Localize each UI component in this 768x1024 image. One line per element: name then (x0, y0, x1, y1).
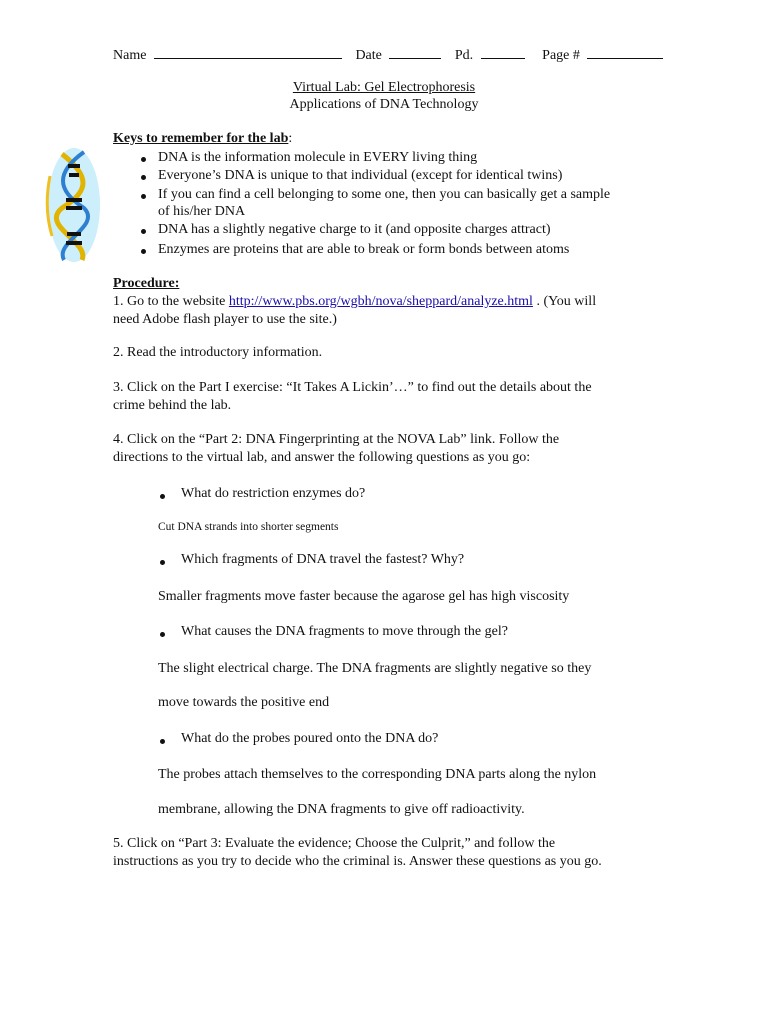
dna-double-helix-icon (44, 146, 104, 264)
bullet (141, 175, 146, 180)
page-title: Virtual Lab: Gel Electrophoresis (292, 80, 476, 95)
bullet (160, 494, 165, 499)
step-4: 4. Click on the “Part 2: DNA Fingerprinting at the NOVA Lab” link. Follow the (113, 432, 560, 447)
key-item-3: If you can find a cell belonging to some one, then you can basically get a sample (158, 187, 611, 202)
name-label: Name (113, 48, 147, 63)
step-5-line-2: instructions as you try to decide who the criminal is. Answer these questions as you go. (113, 854, 602, 869)
answer-3-line-2: move towards the positive end (158, 695, 330, 710)
answer-3-line-1: The slight electrical charge. The DNA fragments are slightly negative so they (158, 661, 592, 676)
keys-heading-text: Keys to remember for the lab (113, 131, 289, 146)
step-3-line-2: crime behind the lab. (113, 398, 232, 413)
step-1 (113, 294, 596, 310)
key-item-2: Everyone’s DNA is unique to that individual (except for identical twins) (158, 168, 563, 183)
page-number-label: Page # (542, 48, 580, 63)
procedure-heading: Procedure: (113, 276, 180, 291)
page-number-field[interactable] (587, 46, 663, 59)
step-3: 3. Click on the Part I exercise: “It Takes A Lickin’…” to find out the details about the (113, 380, 592, 395)
period-field[interactable] (481, 46, 525, 59)
date-label: Date (355, 48, 382, 63)
key-item-1: DNA is the information molecule in EVERY living thing (158, 150, 478, 165)
header-row (113, 46, 663, 64)
period-label: Pd. (454, 48, 474, 63)
bullet (141, 194, 146, 199)
answer-4-line-1: The probes attach themselves to the corresponding DNA parts along the nylon (158, 767, 597, 782)
answer-2: Smaller fragments move faster because the agarose gel has high viscosity (158, 589, 570, 604)
name-field[interactable] (154, 46, 342, 59)
bullet (141, 249, 146, 254)
question-2: Which fragments of DNA travel the fastest? Why? (181, 552, 465, 567)
question-4: What do the probes poured onto the DNA do? (181, 731, 439, 746)
step-5: 5. Click on “Part 3: Evaluate the evidence; Choose the Culprit,” and follow the (113, 836, 556, 851)
question-1: What do restriction enzymes do? (181, 486, 366, 501)
bullet (141, 157, 146, 162)
keys-heading (113, 131, 292, 147)
step-1-text: 1. Go to the website (113, 294, 229, 309)
bullet (141, 229, 146, 234)
answer-1: Cut DNA strands into shorter segments (158, 521, 339, 533)
answer-4-line-2: membrane, allowing the DNA fragments to give off radioactivity. (158, 802, 525, 817)
bullet (160, 560, 165, 565)
page-subtitle: Applications of DNA Technology (289, 97, 479, 112)
website-link[interactable]: http://www.pbs.org/wgbh/nova/sheppard/analyze.html (228, 294, 533, 309)
date-field[interactable] (389, 46, 441, 59)
key-item-5: Enzymes are proteins that are able to break or form bonds between atoms (158, 242, 570, 257)
bullet (160, 739, 165, 744)
bullet (160, 632, 165, 637)
question-3: What causes the DNA fragments to move through the gel? (181, 624, 508, 639)
step-1-line-2: need Adobe flash player to use the site.) (113, 312, 337, 327)
keys-heading-colon: : (288, 131, 293, 146)
step-2: 2. Read the introductory information. (113, 345, 323, 360)
key-item-3-cont: of his/her DNA (158, 204, 246, 219)
step-1-text-after: . (You will (532, 294, 597, 309)
key-item-4: DNA has a slightly negative charge to it (and opposite charges attract) (158, 222, 551, 237)
step-4-line-2: directions to the virtual lab, and answer the following questions as you go: (113, 450, 531, 465)
